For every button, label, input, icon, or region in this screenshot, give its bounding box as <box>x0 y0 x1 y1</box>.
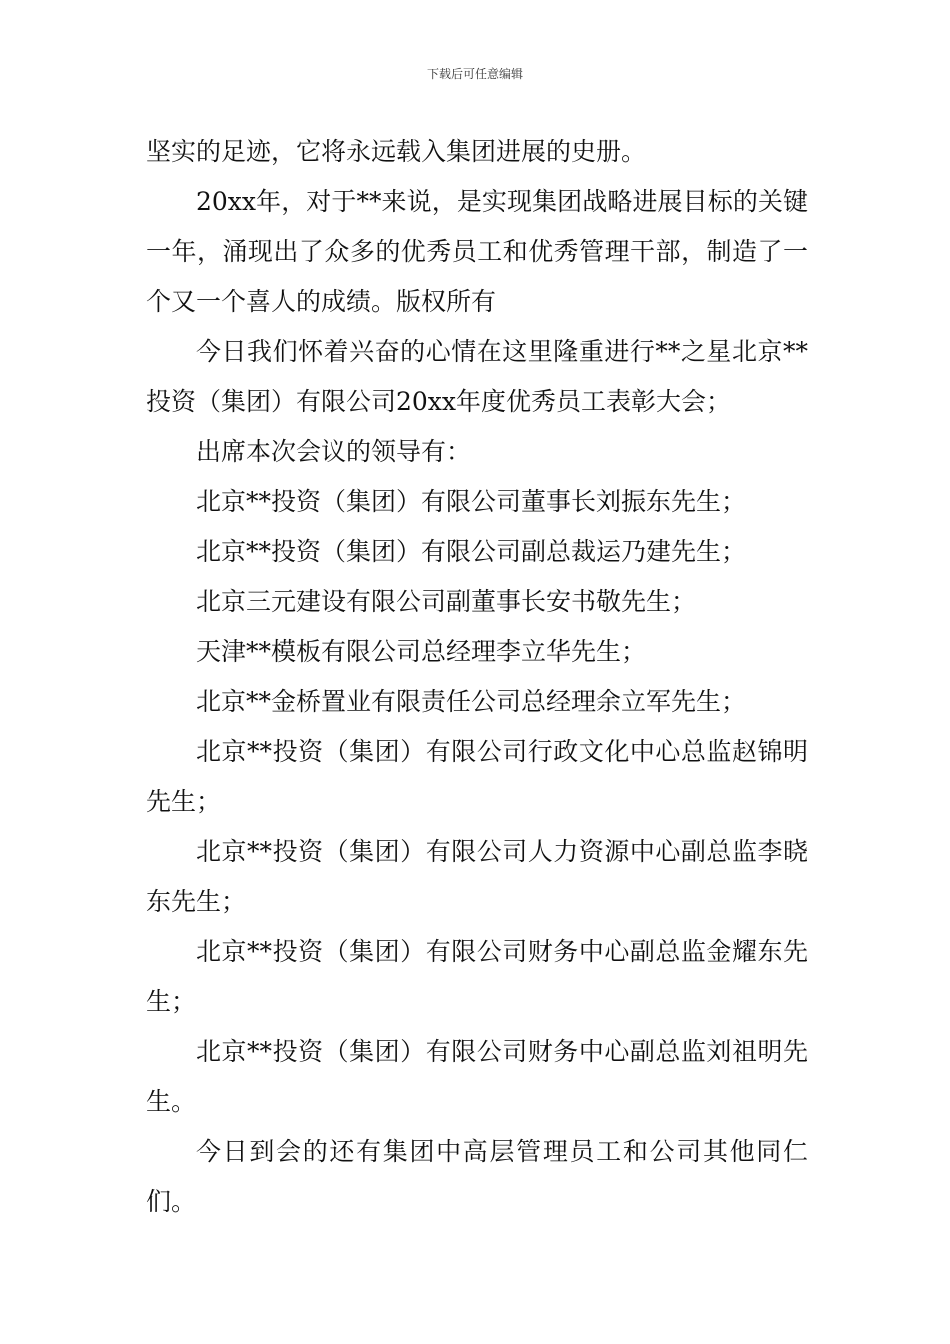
page-header-note: 下载后可任意编辑 <box>426 67 523 81</box>
paragraph-attendees: 今日到会的还有集团中高层管理员工和公司其他同仁们。 <box>146 1137 808 1216</box>
paragraph-leader-3: 北京三元建设有限公司副董事长安书敬先生； <box>196 587 697 616</box>
paragraph-leader-8: 北京**投资（集团）有限公司财务中心副总监金耀东先生； <box>146 937 808 1016</box>
paragraph-leader-4: 天津**模板有限公司总经理李立华先生； <box>196 637 647 666</box>
paragraph-continuation: 坚实的足迹，它将永远载入集团进展的史册。 <box>146 137 647 166</box>
paragraph-leaders-heading: 出席本次会议的领导有： <box>196 437 472 466</box>
paragraph-leader-6: 北京**投资（集团）有限公司行政文化中心总监赵锦明先生； <box>146 737 808 816</box>
paragraph-key-year: 20xx年，对于**来说，是实现集团战略进展目标的关键一年，涌现出了众多的优秀员工和优秀管理干部，制造了一个又一个喜人的成绩。版权所有 <box>146 187 808 316</box>
paragraph-leader-5: 北京**金桥置业有限责任公司总经理余立军先生； <box>196 687 747 716</box>
paragraph-meeting-intro: 今日我们怀着兴奋的心情在这里隆重进行**之星北京**投资（集团）有限公司20xx年度优秀员工表彰大会； <box>146 337 808 416</box>
paragraph-leader-7: 北京**投资（集团）有限公司人力资源中心副总监李晓东先生； <box>146 837 808 916</box>
document-body <box>146 127 808 1227</box>
paragraph-leader-2: 北京**投资（集团）有限公司副总裁运乃建先生； <box>196 537 747 566</box>
paragraph-leader-1: 北京**投资（集团）有限公司董事长刘振东先生； <box>196 487 747 516</box>
paragraph-leader-9: 北京**投资（集团）有限公司财务中心副总监刘祖明先生。 <box>146 1037 808 1116</box>
